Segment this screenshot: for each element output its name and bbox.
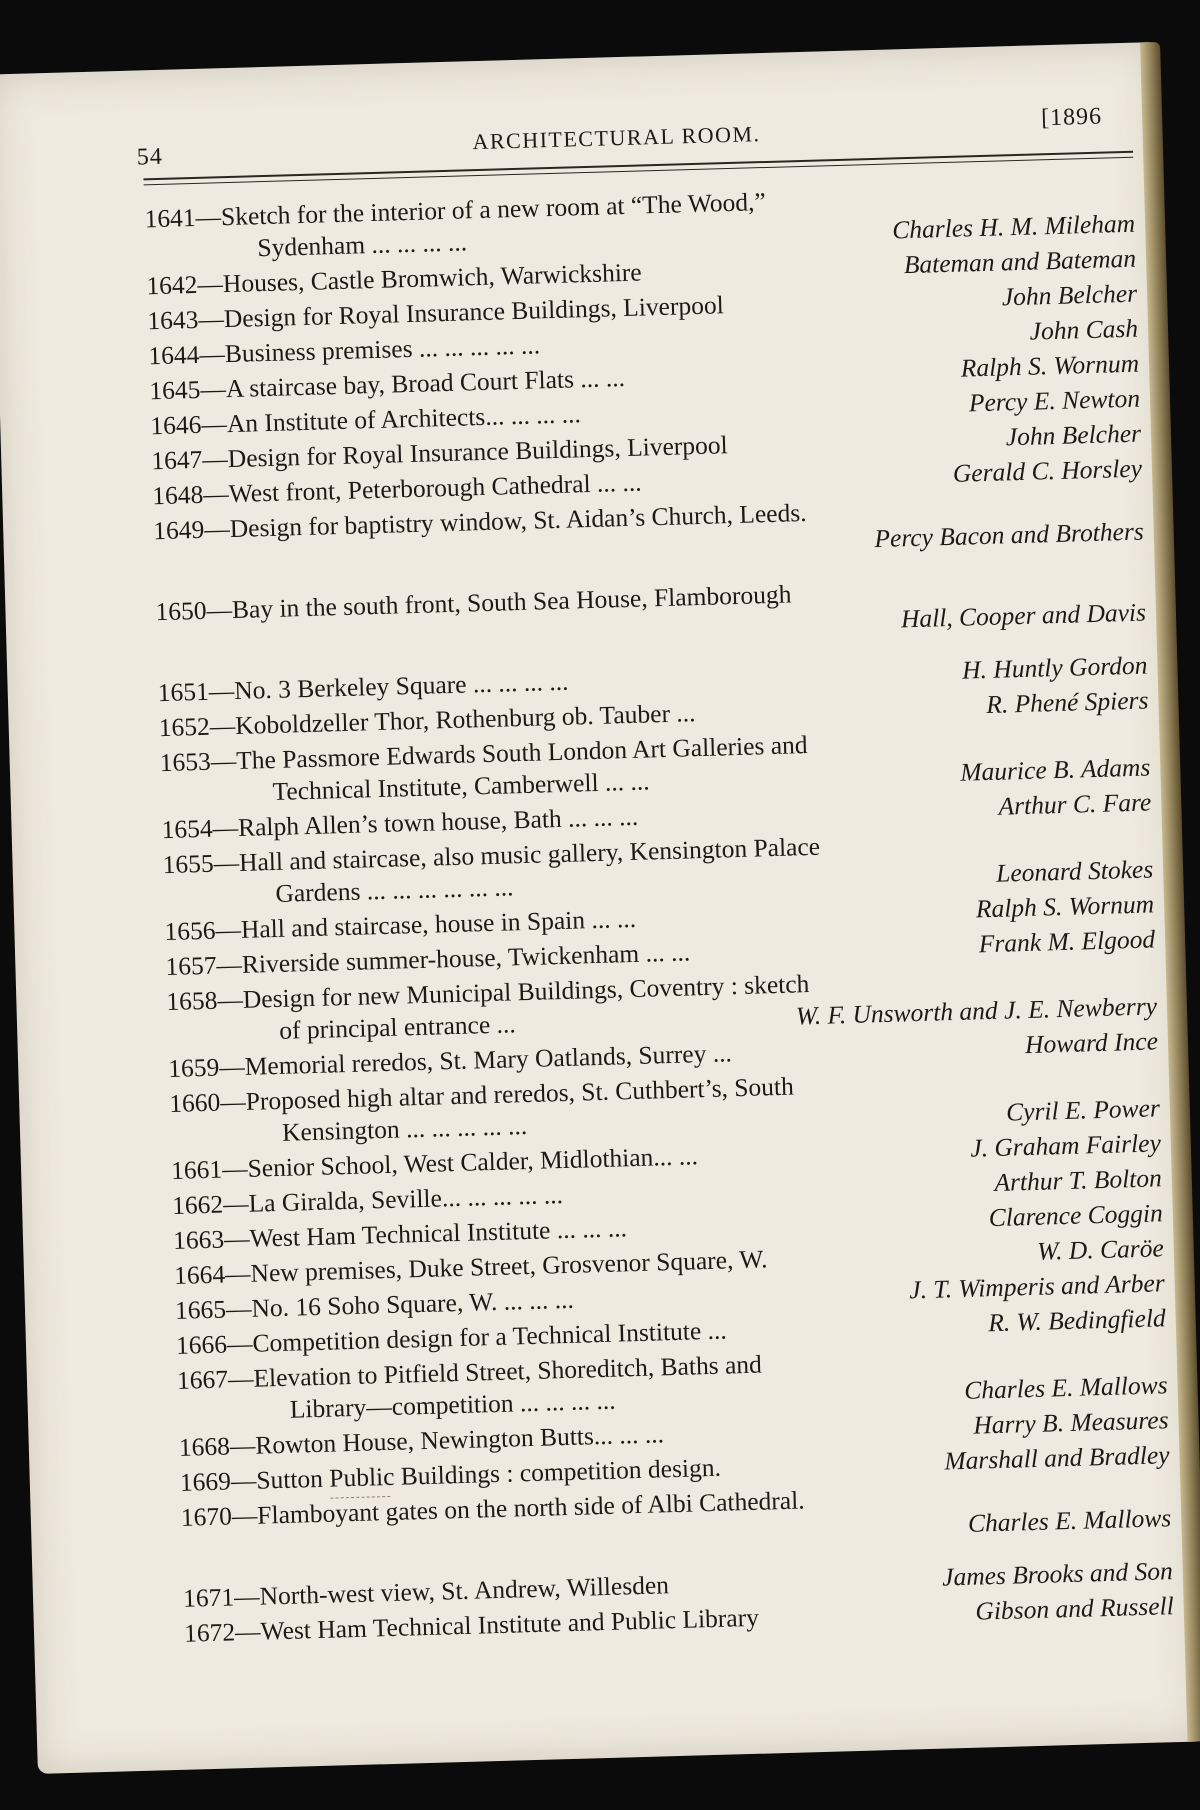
entry-author: Clarence Coggin bbox=[988, 1198, 1164, 1233]
entry-author: R. W. Bedingfield bbox=[987, 1303, 1167, 1338]
leader-space bbox=[728, 445, 1006, 453]
entry-author: Percy Bacon and Brothers bbox=[874, 516, 1145, 554]
entry-author: Leonard Stokes bbox=[995, 854, 1154, 888]
entry-number: 1656 bbox=[164, 915, 216, 947]
entry-dash: — bbox=[231, 1500, 258, 1531]
entry-author: Gerald C. Horsley bbox=[952, 453, 1143, 488]
entry-number: 1667 bbox=[176, 1364, 229, 1395]
entry-title-continued: Gardens ... ... ... ... ... ... bbox=[275, 872, 514, 908]
entry-title: West Ham Technical Institute ... ... ... bbox=[249, 1213, 628, 1253]
year-mark: [1896 bbox=[1040, 103, 1103, 132]
entry-title-continued: Kensington ... ... ... ... ... bbox=[281, 1111, 528, 1147]
entry-title: Sketch for the interior of a new room at “The Wood,” bbox=[220, 186, 767, 232]
entry-number: 1668 bbox=[178, 1431, 231, 1462]
entry-dash: — bbox=[198, 304, 225, 334]
entry-author: John Belcher bbox=[1001, 278, 1138, 312]
entry-title: Rowton House, Newington Butts... ... ... bbox=[254, 1419, 665, 1460]
entry-dash: — bbox=[223, 1223, 250, 1254]
leader-space bbox=[690, 952, 979, 960]
entry-dash: — bbox=[227, 1363, 254, 1394]
entry-number: 1646 bbox=[149, 409, 202, 441]
entry-dash: — bbox=[213, 847, 240, 878]
entry-author: R. Phené Spiers bbox=[985, 685, 1149, 720]
entry-author: W. F. Unsworth and J. E. Newberry bbox=[795, 991, 1158, 1031]
entry-number: 1649 bbox=[152, 514, 205, 546]
entry-number: 1643 bbox=[147, 304, 199, 336]
entry-author: Arthur T. Bolton bbox=[993, 1163, 1163, 1197]
entry-title: La Giralda, Seville... ... ... ... ... bbox=[248, 1180, 564, 1218]
entry-author: Bateman and Bateman bbox=[903, 243, 1137, 280]
leader-space bbox=[581, 411, 969, 422]
entry-dash: — bbox=[195, 202, 222, 232]
leader-space bbox=[669, 1586, 942, 1594]
entry-author: John Cash bbox=[1029, 313, 1139, 346]
entry-author: Percy E. Newton bbox=[968, 383, 1141, 418]
entry-number: 1647 bbox=[150, 444, 203, 476]
leader-space bbox=[727, 1331, 989, 1338]
entry-author: Maurice B. Adams bbox=[959, 752, 1151, 787]
entry-dash: — bbox=[212, 812, 239, 843]
leader-space bbox=[563, 1191, 994, 1203]
leader-space bbox=[627, 1226, 989, 1236]
entry-number: 1660 bbox=[168, 1087, 221, 1118]
entry-author: Gibson and Russell bbox=[975, 1591, 1175, 1626]
leader-space bbox=[768, 1260, 1038, 1268]
leader-space bbox=[696, 713, 987, 721]
entry-title: West Ham Technical Institute and Public Library bbox=[260, 1602, 760, 1646]
entry-number: 1670 bbox=[180, 1501, 233, 1532]
entry-author: J. Graham Fairley bbox=[969, 1128, 1162, 1163]
entry-title-continued: Sydenham ... ... ... ... bbox=[257, 227, 468, 263]
entry-dash: — bbox=[234, 1616, 261, 1647]
entry-title: Riverside summer-house, Twickenham ... ... bbox=[241, 937, 691, 979]
leader-space bbox=[467, 238, 892, 250]
entry-number: 1666 bbox=[175, 1329, 228, 1360]
entry-dash: — bbox=[216, 949, 243, 980]
entry-title: New premises, Duke Street, Grosvenor Square, W. bbox=[250, 1244, 768, 1288]
entry-number: 1642 bbox=[146, 269, 198, 301]
entry-author: Marshall and Bradley bbox=[943, 1440, 1170, 1476]
entry-title: Design for baptistry window, St. Aidan’s Church, Leeds. bbox=[229, 497, 807, 544]
entry-number: 1650 bbox=[155, 595, 207, 627]
entry-number: 1662 bbox=[171, 1189, 224, 1220]
entry-dash: — bbox=[230, 1465, 257, 1496]
entry-author: James Brooks and Son bbox=[941, 1556, 1174, 1592]
entry-title: Design for new Municipal Buildings, Coventry : sketch bbox=[242, 969, 810, 1014]
leader-space bbox=[759, 1620, 976, 1626]
entry-number: 1641 bbox=[144, 202, 196, 234]
entry-author: H. Huntly Gordon bbox=[961, 650, 1148, 685]
entry-title: Sutton Public Buildings : competition design. bbox=[255, 1452, 722, 1495]
entry-dash: — bbox=[202, 479, 230, 509]
leader-space bbox=[638, 815, 998, 825]
entry-dash: — bbox=[219, 1086, 247, 1117]
entry-author: Frank M. Elgood bbox=[978, 924, 1156, 959]
entry-dash: — bbox=[217, 984, 244, 1015]
leader-space bbox=[569, 679, 963, 690]
entry-number: 1644 bbox=[148, 339, 200, 371]
entry-title: Competition design for a Technical Institute ... bbox=[252, 1315, 728, 1358]
leader-space bbox=[642, 273, 904, 280]
entry-title: Design for Royal Insurance Buildings, Liverpool bbox=[227, 430, 729, 474]
entry-number: 1652 bbox=[158, 711, 211, 743]
leader-space bbox=[514, 882, 997, 895]
leader-space bbox=[540, 340, 1030, 354]
entry-author: Ralph S. Wornum bbox=[975, 889, 1155, 924]
entry-number: 1645 bbox=[148, 374, 201, 406]
entry-number: 1657 bbox=[165, 950, 217, 982]
entry-number: 1659 bbox=[167, 1052, 220, 1083]
entry-title: Design for Royal Insurance Buildings, Liverpool bbox=[223, 290, 725, 334]
entry-dash: — bbox=[222, 1188, 250, 1219]
entry-title: An Institute of Architects... ... ... ... bbox=[226, 399, 582, 439]
entry-dash: — bbox=[203, 514, 231, 544]
entry-dash: — bbox=[224, 1258, 251, 1289]
leader-space bbox=[664, 1434, 973, 1443]
entry-title: Bay in the south front, South Sea House, Flamborough bbox=[231, 579, 792, 625]
entry-author: Ralph S. Wornum bbox=[960, 348, 1140, 383]
entry-dash: — bbox=[197, 269, 224, 299]
leader-space bbox=[724, 305, 1002, 313]
entry-title: West front, Peterborough Cathedral ... ... bbox=[228, 467, 642, 509]
entry-title: Ralph Allen’s town house, Bath ... ... ... bbox=[237, 801, 639, 842]
entry-title: Hall and staircase, also music gallery, Kensington Palace bbox=[238, 831, 821, 877]
leader-space bbox=[527, 1121, 1006, 1134]
entry-title-continued: of principal entrance ... bbox=[278, 1009, 517, 1045]
entry-title: Elevation to Pitfield Street, Shoreditch, Baths and bbox=[253, 1349, 763, 1393]
leader-space bbox=[642, 482, 953, 491]
entry-title: No. 3 Berkeley Square ... ... ... ... bbox=[233, 666, 569, 706]
entry-dash: — bbox=[200, 409, 228, 439]
entry-dash: — bbox=[221, 1153, 249, 1184]
leader-space bbox=[650, 781, 961, 790]
entry-title: North-west view, St. Andrew, Willesden bbox=[259, 1570, 670, 1611]
entry-number: 1655 bbox=[162, 848, 215, 880]
entry-number: 1672 bbox=[183, 1617, 236, 1648]
leader-space bbox=[698, 1157, 970, 1165]
page-number: 54 bbox=[136, 143, 164, 171]
entry-dash: — bbox=[201, 444, 229, 474]
leader-space bbox=[574, 1298, 910, 1307]
entry-dash: — bbox=[225, 1293, 252, 1324]
entry-author: Howard Ince bbox=[1024, 1026, 1159, 1060]
entry-dash: — bbox=[215, 914, 242, 945]
entry-title-continued: Library—competition ... ... ... ... bbox=[289, 1385, 616, 1424]
entry-title: Hall and staircase, house in Spain ... ... bbox=[240, 903, 637, 944]
entry-number: 1663 bbox=[172, 1224, 225, 1255]
entry-title: Koboldzeller Thor, Rothenburg ob. Tauber ... bbox=[234, 698, 696, 740]
leader-space bbox=[616, 1399, 965, 1409]
entry-dash: — bbox=[209, 711, 236, 741]
entry-title: The Passmore Edwards South London Art Galleries and bbox=[235, 730, 808, 775]
leader-space bbox=[516, 1024, 796, 1032]
entry-author: Harry B. Measures bbox=[972, 1405, 1169, 1440]
entry-title: Senior School, West Calder, Midlothian... ... bbox=[247, 1141, 699, 1183]
entry-dash: — bbox=[198, 339, 226, 369]
entry-title: Houses, Castle Bromwich, Warwickshire bbox=[222, 257, 643, 299]
book-page bbox=[0, 42, 1200, 1774]
entry-number: 1658 bbox=[166, 985, 218, 1017]
entry-number: 1665 bbox=[174, 1294, 227, 1325]
entry-title: No. 16 Soho Square, W. ... ... ... bbox=[251, 1284, 575, 1323]
page-content bbox=[136, 103, 1175, 1653]
entry-author: Arthur C. Fare bbox=[998, 787, 1152, 821]
entry-number: 1653 bbox=[159, 746, 212, 778]
entry-number: 1669 bbox=[179, 1466, 232, 1497]
entry-number: 1664 bbox=[173, 1259, 226, 1290]
entry-number: 1648 bbox=[151, 479, 204, 511]
entry-title: Memorial reredos, St. Mary Oatlands, Surrey ... bbox=[244, 1038, 733, 1081]
entry-number: 1651 bbox=[157, 676, 210, 708]
leader-space bbox=[721, 1469, 944, 1475]
entry-author: John Belcher bbox=[1005, 418, 1142, 452]
leader-space bbox=[625, 377, 961, 386]
entry-author: W. D. Caröe bbox=[1036, 1233, 1165, 1266]
entry-title: Proposed high altar and reredos, St. Cuthbert’s, South bbox=[245, 1071, 795, 1116]
entry-author: Charles E. Mallows bbox=[963, 1370, 1168, 1405]
entry-author: Charles H. M. Mileham bbox=[891, 208, 1136, 245]
entry-title: Flamboyant gates on the north side of Albi Cathedral. bbox=[256, 1485, 805, 1530]
entry-dash: — bbox=[208, 676, 235, 706]
entry-number: 1654 bbox=[161, 813, 214, 845]
entry-dash: — bbox=[233, 1581, 260, 1612]
catalogue-entries bbox=[144, 176, 1174, 1650]
leader-space bbox=[732, 1053, 1025, 1061]
leader-space bbox=[636, 917, 976, 926]
entry-dash: — bbox=[229, 1430, 256, 1461]
entry-author: Hall, Cooper and Davis bbox=[900, 597, 1147, 634]
entry-title: Business premises ... ... ... ... ... bbox=[224, 330, 541, 369]
entry-dash: — bbox=[210, 745, 237, 776]
entry-dash: — bbox=[226, 1328, 253, 1359]
entry-number: 1661 bbox=[170, 1154, 223, 1185]
entry-title-continued: Technical Institute, Camberwell ... ... bbox=[272, 766, 650, 806]
running-title: ARCHITECTURAL ROOM. bbox=[472, 121, 761, 155]
entry-author: Charles E. Mallows bbox=[967, 1503, 1172, 1538]
entry-title: A staircase bay, Broad Court Flats ... ... bbox=[225, 362, 626, 404]
entry-number: 1671 bbox=[182, 1582, 235, 1613]
entry-dash: — bbox=[199, 374, 227, 404]
entry-author: J. T. Wimperis and Arber bbox=[908, 1268, 1166, 1305]
entry-dash: — bbox=[206, 595, 233, 625]
entry-dash: — bbox=[218, 1051, 246, 1082]
entry-author: Cyril E. Power bbox=[1005, 1093, 1161, 1127]
